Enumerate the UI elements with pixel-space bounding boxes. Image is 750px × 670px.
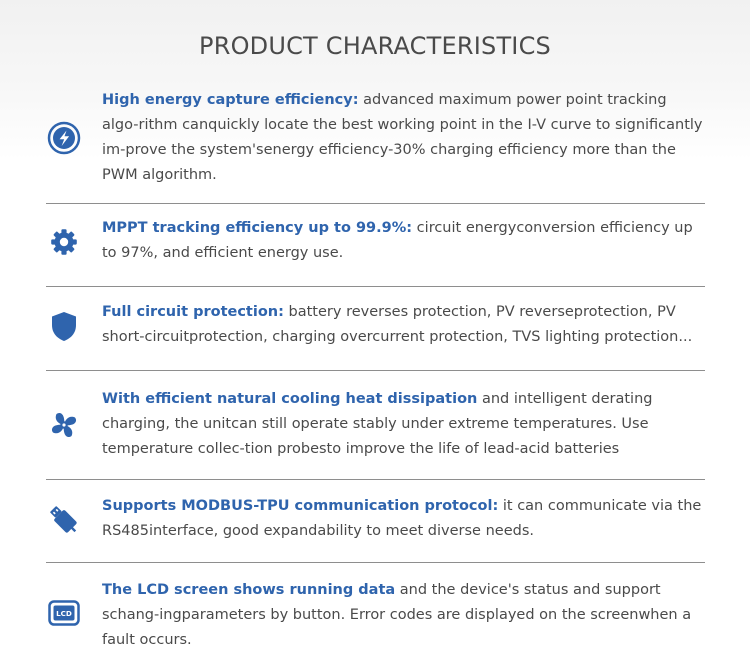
feature-text-lcd-screen — [102, 578, 706, 653]
feature-text-circuit-protection — [102, 300, 706, 350]
feature-lead: Supports MODBUS-TPU communication protocol: — [102, 498, 499, 514]
gear-icon — [46, 224, 82, 260]
divider — [46, 203, 705, 204]
lcd-icon-label: LCD — [56, 609, 72, 618]
feature-lead: MPPT tracking efficiency up to 99.9%: — [102, 220, 413, 236]
feature-text-mppt-efficiency — [102, 216, 706, 266]
feature-text-modbus — [102, 494, 706, 544]
feature-lead: High energy capture efficiency: — [102, 92, 359, 108]
divider — [46, 286, 705, 287]
divider — [46, 479, 705, 480]
lcd-icon — [46, 595, 82, 631]
shield-icon — [46, 308, 82, 344]
divider — [46, 562, 705, 563]
feature-body: and the device's status and support schang-ingparameters by button. Error codes are displayed on the screenwhen a fault occurs. — [102, 582, 692, 648]
feature-lead: With efficient natural cooling heat dissipation — [102, 391, 478, 407]
feature-body: it can communicate via the RS485interface, good expandability to meet diverse needs. — [102, 498, 702, 539]
feature-body: circuit energyconversion efficiency up to 97%, and efficient energy use. — [102, 220, 693, 261]
feature-body: battery reverses protection, PV reverseprotection, PV short-circuitprotection, charging overcurrent protection, TVS lighting protection... — [102, 304, 693, 345]
feature-body: and intelligent derating charging, the unitcan still operate stably under extreme temperatures. Use temperature collec-tion probesto improve the life of lead-acid batteries — [102, 391, 653, 457]
feature-lead: Full circuit protection: — [102, 304, 284, 320]
feature-body: advanced maximum power point tracking algo-rithm canquickly locate the best working point in the I-V curve to significantly im-prove the system'senergy efficiency-30% charging efficiency more than the PWM algorithm. — [102, 92, 703, 183]
usb-plug-icon — [46, 502, 82, 538]
fan-icon — [46, 407, 82, 443]
feature-lead: The LCD screen shows running data — [102, 582, 396, 598]
feature-text-energy-capture — [102, 88, 706, 188]
divider — [46, 370, 705, 371]
lightning-icon — [46, 120, 82, 156]
page-title: PRODUCT CHARACTERISTICS — [199, 32, 551, 60]
feature-text-cooling — [102, 387, 706, 462]
